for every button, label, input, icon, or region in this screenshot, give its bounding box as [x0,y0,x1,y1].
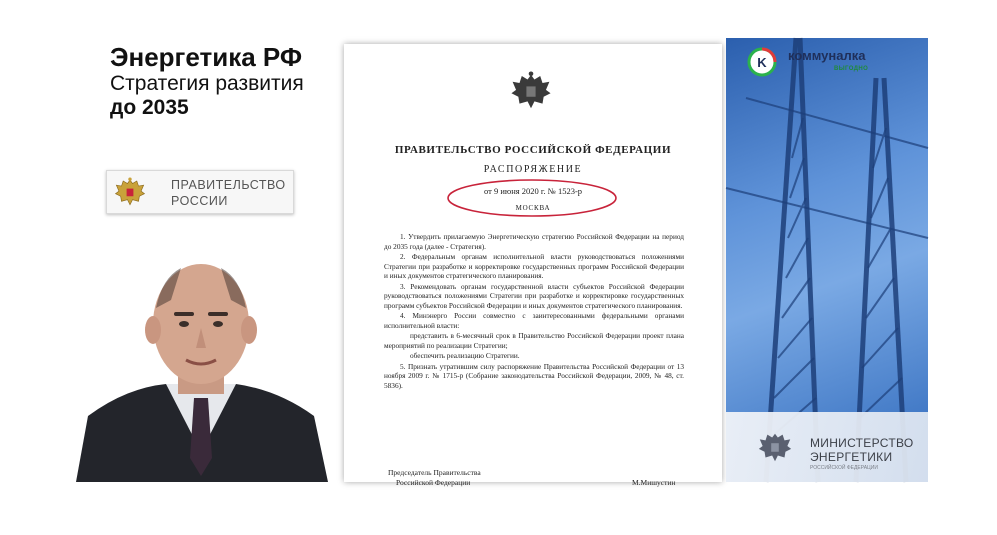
document-paragraph: представить в 6-месячный срок в Правительство Российской Федерации проект плана мероприятий по реализации Стратегии; [384,331,684,350]
ministry-badge [726,412,928,482]
signature-name: М.Мишустин [632,478,676,487]
government-badge [106,170,294,214]
document-paragraph: 1. Утвердить прилагаемую Энергетическую стратегию Российской Федерации на период до 2035 года (далее - Стратегия). [384,232,684,251]
document-issuer: ПРАВИТЕЛЬСТВО РОССИЙСКОЙ ФЕДЕРАЦИИ [394,144,672,156]
presentation-slide [66,38,928,487]
kommunalka-logo-icon [748,48,776,76]
document-paragraph: 5. Признать утратившим силу распоряжение Правительства Российской Федерации от 13 ноября 2009 г. № 1715-р (Собрание законодательства Российской Федерации, 2009, № 48, ст. 5836). [384,361,684,390]
document-date-number: от 9 июня 2020 г. № 1523-р [483,186,583,196]
signature-title-line1: Председатель Правительства [388,468,481,477]
ministry-emblem-icon [756,428,794,466]
government-order-document [344,44,722,487]
document-paragraph: 2. Федеральным органам исполнительной власти руководствоваться положениями Стратегии при разработке и корректировке государственных программ Российской Федерации и иных документов стратегического планирования. [384,252,684,280]
svg-text:K: K [757,55,767,70]
document-type: РАСПОРЯЖЕНИЕ [483,164,583,175]
left-panel [66,38,336,482]
speaker-portrait [66,238,336,482]
ministry-name-line2: ЭНЕРГЕТИКИ [810,450,893,464]
document-paragraph: обеспечить реализацию Стратегии. [410,351,520,360]
document-paragraph: 4. Минэнерго России совместно с заинтересованными федеральными органами исполнительной власти: [384,311,684,330]
highlight-ellipse [446,178,618,218]
government-badge-line2: РОССИИ [171,194,228,208]
brand-logo [748,44,928,80]
brand-tagline: ВЫГОДНО [834,66,869,72]
double-headed-eagle-icon [113,175,147,209]
document-city: МОСКВА [515,204,551,212]
ministry-name-line3: РОССИЙСКОЙ ФЕДЕРАЦИИ [810,465,878,471]
slide-title: Энергетика РФ [110,42,303,72]
ministry-name-line1: МИНИСТЕРСТВО [810,436,914,450]
russian-coat-of-arms-icon [508,68,554,114]
slide-subtitle: Стратегия развития [110,72,304,95]
brand-name: коммуналка [788,48,866,63]
document-body [384,232,684,391]
right-panel [726,38,928,482]
slide-subtitle-year: до 2035 [110,96,189,119]
portrait-illustration [66,238,336,482]
government-badge-line1: ПРАВИТЕЛЬСТВО [171,178,286,192]
document-paragraph: 3. Рекомендовать органам государственной власти субъектов Российской Федерации руководствоваться положениями Стратегии при разработке и корректировке государственных программ субъектов Российской Федерации и иных документов стратегического планирования. [384,281,684,310]
signature-title-line2: Российской Федерации [396,478,471,487]
